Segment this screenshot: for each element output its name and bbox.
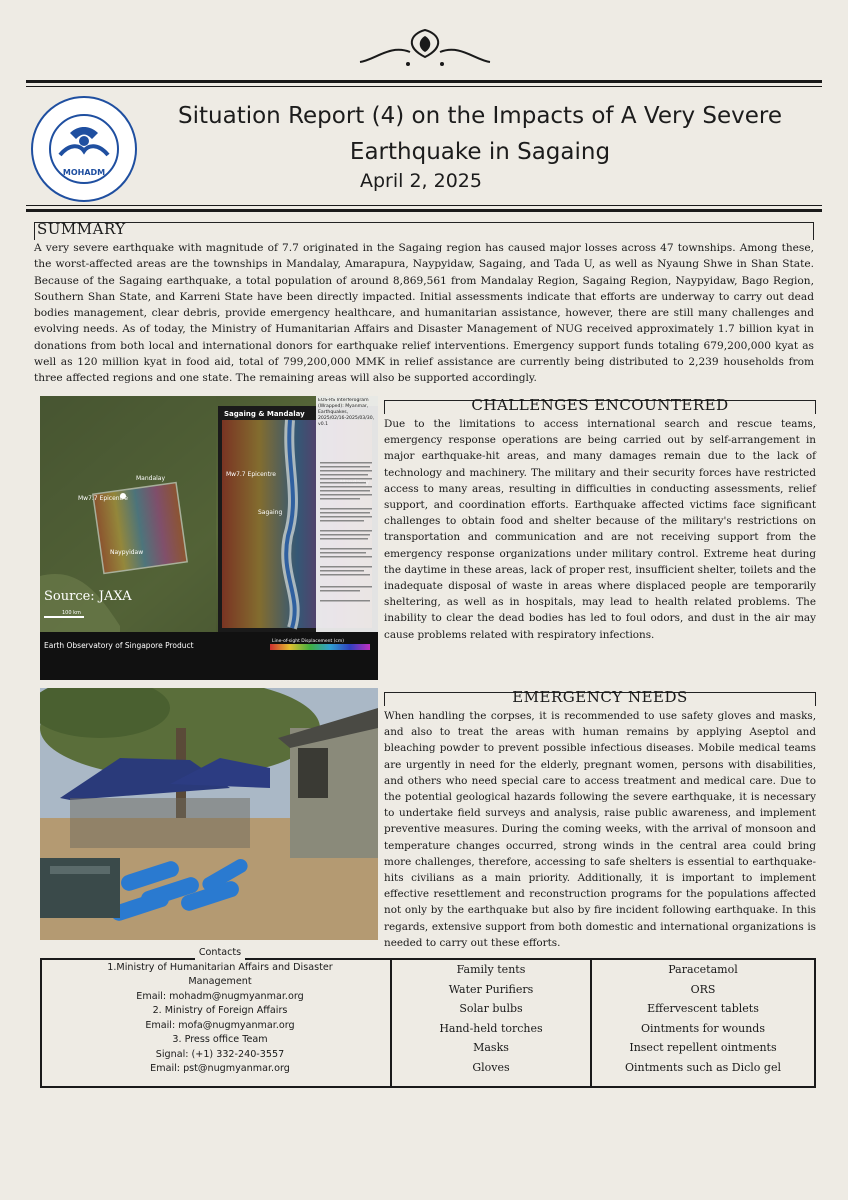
contacts-block xyxy=(70,946,370,1077)
ministry-logo-icon xyxy=(30,95,138,203)
supplies-list xyxy=(392,960,590,1078)
contacts-heading: Contacts xyxy=(195,946,245,961)
report-date: April 2, 2025 xyxy=(360,170,482,192)
legend-colorbar xyxy=(270,644,370,650)
map-graphic xyxy=(40,396,378,680)
panel-title: Sagaing & Mandalay xyxy=(224,410,305,418)
contact-email: Email: mofa@nugmyanmar.org xyxy=(145,1019,295,1031)
summary-frame xyxy=(34,222,814,240)
contact-line: Management xyxy=(188,976,252,987)
header-bottom-rule-thin xyxy=(26,205,822,206)
needs-text: When handling the corpses, it is recommended to use safety gloves and masks, and also to treat the areas with human remains by applying Aseptol and bleaching powder to prevent possible infectious diseases. Mobile medical teams are urgently in need for the elderly, pregnant women, persons with disabilities, and others who need special care to access treatment and medical care. Due to the potential geological hazards following the severe earthquake, it is necessary to undertake field surveys and analysis, raise public awareness, and implement preventive measures. During the coming weeks, with the arrival of monsoon and temperature changes occurred, strong winds in the central area could bring more challenges, therefore, accessing to safe shelters is essential to earthquake-hits civilians as a main priority. Additionally, it is important to implement effective resettlement and reconstruction programs for the populations affected not only by the earthquake but also by fire incident following earthquake. In this regards, extensive support from both domestic and international organizations is needed to carry out these efforts. xyxy=(384,710,816,949)
list-item: Effervescent tablets xyxy=(647,1002,759,1016)
photo-graphic xyxy=(40,688,378,940)
mandalay-label-left: Mandalay xyxy=(136,475,166,482)
contact-line: 2. Ministry of Foreign Affairs xyxy=(152,1005,288,1016)
svg-text:Mw7.7 Epicentre: Mw7.7 Epicentre xyxy=(226,471,276,478)
epicenter-label: Mw7.7 Epicentre xyxy=(78,495,128,502)
contact-line: 3. Press office Team xyxy=(172,1034,268,1045)
map-sidebar-title: EOS-RS Interferogram (Wrapped): Myanmar, Earthquakes, 2025/02/16-2025/03/30, v0.1 xyxy=(318,398,375,427)
page-title xyxy=(145,98,815,170)
medicines-list xyxy=(592,960,814,1078)
contact-email: Email: pst@nugmyanmar.org xyxy=(150,1063,290,1074)
summary-text: A very severe earthquake with magnitude of 7.7 originated in the Sagaing region has caused major losses across 47 townships. Among these, the worst-affected areas are the townships in Mandalay, Amarapura, Naypyidaw, Sagaing, and Tada U, as well as Nyaung Shwe in Shan State. Because of the Sagaing earthquake, a total population of around 8,869,561 from Mandalay Region, Sagaing Region, Naypyidaw, Bago Region, Southern Shan State, and Karreni State have been directly impacted. Initial assessments indicate that efforts are underway to carry out dead bodies management, clear debris, provide emergency healthcare, and humanitarian assistance, however, there are still many challenges and evolving needs. As of today, the Ministry of Humanitarian Affairs and Disaster Management of NUG received approximately 1.7 billion kyat in donations from both local and international donors for earthquake relief interventions. Emergency support funds totaling 679,200,000 kyat as well as 120 million kyat in food aid, total of 799,200,000 MMK in relief assistance are currently being distributed to 2,239 households from three affected regions and one state. The remaining areas will also be supported accordingly. xyxy=(34,242,814,385)
list-item: Gloves xyxy=(472,1060,510,1074)
list-item: Paracetamol xyxy=(668,963,738,976)
contact-phone: Signal: (+1) 332-240-3557 xyxy=(155,1048,285,1060)
scale-label: 100 km xyxy=(62,610,81,616)
summary-heading: SUMMARY xyxy=(37,220,126,238)
contact-line: 1.Ministry of Humanitarian Affairs and Disaster xyxy=(107,961,333,973)
map-source-label: Source: JAXA xyxy=(44,589,132,604)
top-rule-thin xyxy=(26,86,822,87)
list-item: Masks xyxy=(473,1041,509,1055)
naypyidaw-label: Naypyidaw xyxy=(110,549,144,556)
title-line-1: Situation Report (4) on the Impacts of A Very Severe xyxy=(178,103,782,129)
list-item: Solar bulbs xyxy=(459,1002,523,1016)
displacement-map-figure xyxy=(40,396,378,680)
top-rule xyxy=(26,80,822,83)
logo-abbrev: MOHADM xyxy=(62,168,106,177)
contact-email: Email: mohadm@nugmyanmar.org xyxy=(136,990,304,1002)
relief-camp-photo xyxy=(40,688,378,940)
needs-heading: EMERGENCY NEEDS xyxy=(512,688,688,706)
map-product-label: Earth Observatory of Singapore Product xyxy=(44,641,194,650)
list-item: Family tents xyxy=(456,963,526,976)
list-item: Water Purifiers xyxy=(448,982,534,996)
list-item: Ointments for wounds xyxy=(641,1021,765,1035)
list-item: ORS xyxy=(690,982,716,996)
sagaing-label: Sagaing xyxy=(258,509,283,516)
list-item: Ointments such as Diclo gel xyxy=(624,1060,781,1074)
list-item: Hand-held torches xyxy=(439,1021,543,1035)
header-bottom-rule xyxy=(26,209,822,212)
challenges-text: Due to the limitations to access international search and rescue teams, emergency response operations are being carried out by self-arrangement in major earthquake-hit areas, and many damages remain due to the lack of technology and machinery. The military and their security forces have restricted access to many areas, resulting in difficulties in conducting assessments, relief support, and coordination efforts. Earthquake affected victims face significant challenges to obtain food and shelter because of the military's restrictions on transportation and communication and are not receiving support from the emergency response organizations under military control. Extreme heat during the daytime in these areas, lack of proper rest, insufficient shelter, toilets and the inadequate disposal of waste in areas where displaced people are temporarily sheltering, as well as in hospitals, may lead to health related problems. The inability to clear the dead bodies has led to foul odors, and dust in the air may cause problems related with respiratory infections. xyxy=(384,418,816,641)
legend-title: Line-of-sight Displacement (cm) xyxy=(272,639,345,644)
title-line-2: Earthquake in Sagaing xyxy=(349,139,611,165)
challenges-heading: CHALLENGES ENCOUNTERED xyxy=(471,396,729,414)
ornament-divider-icon xyxy=(350,22,500,72)
list-item: Insect repellent ointments xyxy=(629,1041,777,1055)
